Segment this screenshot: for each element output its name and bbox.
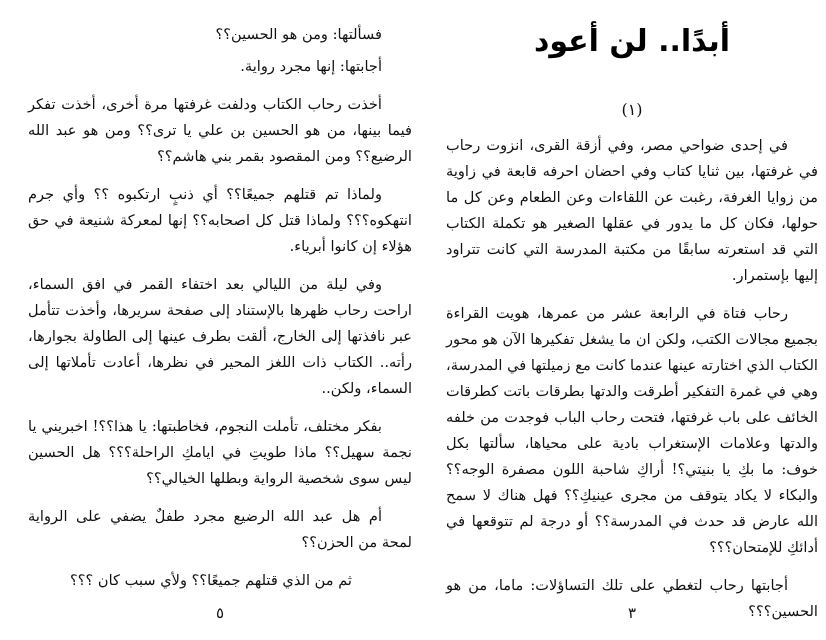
- paragraph: فسألتها: ومن هو الحسين؟؟: [215, 26, 382, 43]
- paragraph: ولماذا تم قتلهم جميعًا؟؟ أي ذنبٍ ارتكبوه ؟؟ وأي جرم انتهكوه؟؟؟ ولماذا قتل كل اصحابه؟؟ إنها لمعركة شنيعة في حق هؤلاء إن كانوا أبرياء.: [28, 186, 412, 255]
- paragraph: في إحدى ضواحي مصر، وفي أزقة القرى، انزوت رحاب في غرفتها، بين ثنايا كتاب وفي احضان احرفه قابعة في زاوية من زوايا الغرفة، رغبت عن اللقاءات وعن الطعام وعن كل ما حولها، فكان كل ما يدور في عقلها الصغير هو تكملة الكتاب التي قد استعرته سابقًا من مكتبة المدرسة التي كانت تتراود إليها بإستمرار.: [446, 137, 818, 284]
- paragraph: أخذت رحاب الكتاب ودلفت غرفتها مرة أخرى، أخذت تفكر فيما بينها، من هو الحسين بن علي يا ترى؟؟ ومن هو عبد الله الرضيع؟؟ ومن المقصود بقمر بني هاشم؟؟: [28, 96, 412, 165]
- paragraph: ثم من الذي قتلهم جميعًا؟؟ ولأي سبب كان ؟؟؟: [70, 572, 352, 589]
- paragraph: رحاب فتاة في الرابعة عشر من عمرها، هويت القراءة بجميع مجالات الكتب، ولكن ان ما يشغل تفكيرها الآن هو محور الكتاب الذي اختارته عينها عندما كانت مع زميلتها في المدرسة، وهي في غمرة التفكير أطرقت والدتها بطرقات باتت كطرقات الخائف على باب غرفتها، فتحت رحاب الباب فوجدت من خلفه والدتها وعلامات الإستغراب بادية على محياها، سألتها بكل خوف: ما بكِ يا بنيتي؟! أراكِ شاحبة اللون مصفرة الوجه؟؟ والبكاء لا يكاد يتوقف من مجرى عينيكِ؟؟ فهل هناك لا سمح الله عارض قد حدث في المدرسة؟؟ أو درجة لم تتوقعها في أدائكِ للإمتحان؟؟؟: [446, 305, 818, 556]
- chapter-title: أبدًا.. لن أعود: [533, 24, 731, 59]
- chapter-number: (١): [621, 100, 643, 119]
- paragraph: أجابتها: إنها مجرد رواية.: [240, 58, 382, 75]
- paragraph: وفي ليلة من الليالي بعد اختفاء القمر في افق السماء، اراحت رحاب ظهرها بالإستناد إلى صفحة سريرها، وأخذت تتأمل عبر نافذتها إلى الخارج، ألقت بطرف عينها إلى الطاولة بجوارها، رأته.. الكتاب ذات اللغز المحير في نظرها، أعادت تأملاتها إلى السماء، ولكن..: [28, 276, 412, 397]
- paragraph: أجابتها رحاب لتغطي على تلك التساؤلات: ماما، من هو الحسين؟؟؟: [446, 577, 818, 620]
- right-page-body: [446, 133, 818, 637]
- right-page: [446, 0, 818, 640]
- page-number: ٥: [215, 604, 225, 622]
- paragraph: أم هل عبد الله الرضيع مجرد طفلٌ يضفي على الرواية لمحة من الحزن؟؟: [28, 508, 412, 551]
- left-page-body: [28, 22, 412, 606]
- page-number: ٣: [627, 604, 637, 622]
- paragraph: بفكر مختلف، تأملت النجوم، فخاطبتها: يا هذا؟؟! اخبريني يا نجمة سهيل؟؟ ماذا طويتِ في ايامكِ الراحلة؟؟؟ هل الحسين ليس سوى شخصية الرواية وبطلها الخيالي؟؟: [28, 418, 412, 487]
- left-page: [28, 0, 412, 640]
